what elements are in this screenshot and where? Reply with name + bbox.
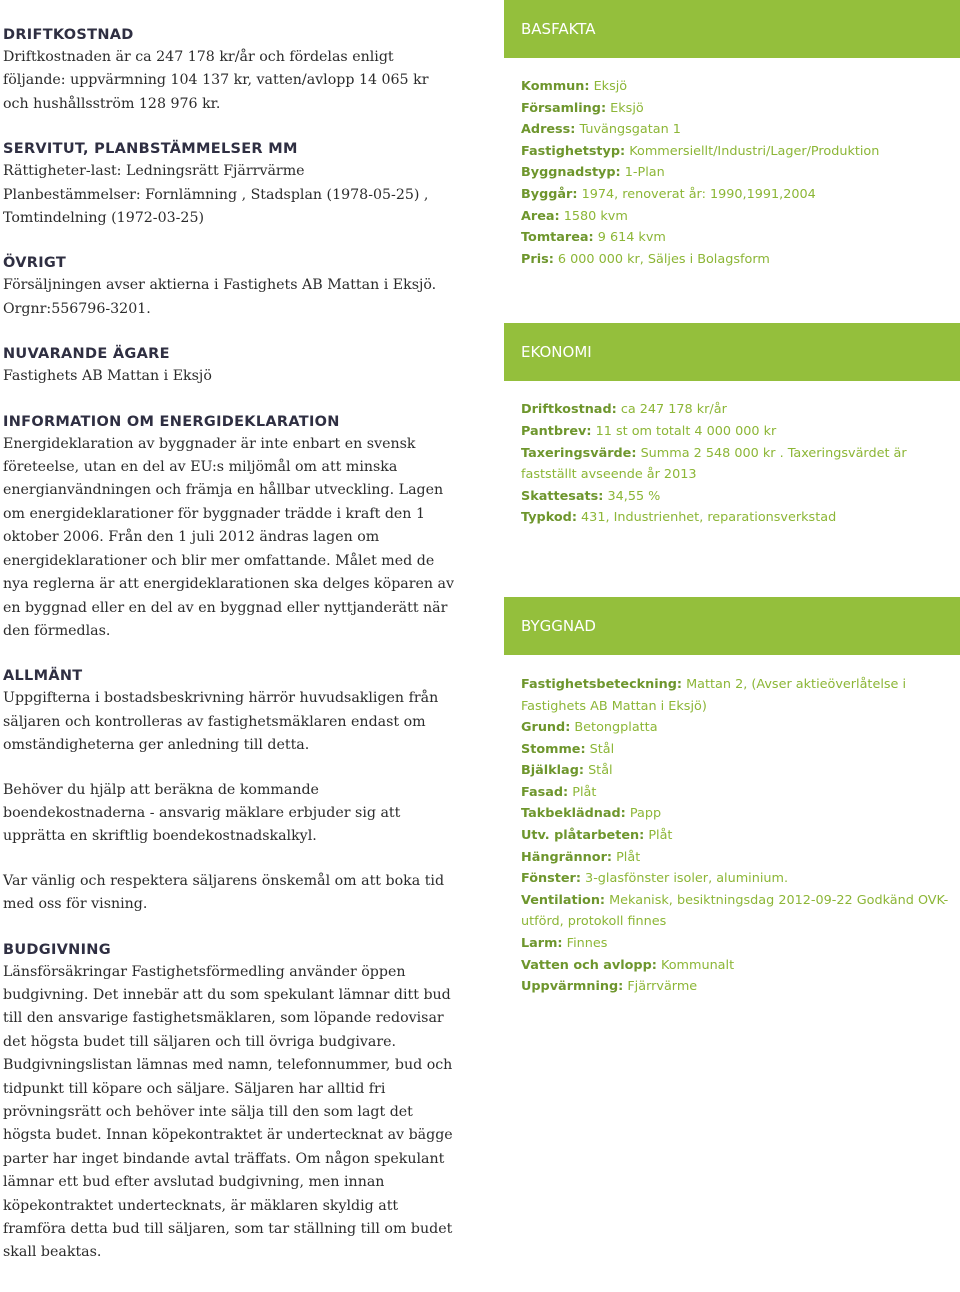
section-driftkostnad xyxy=(3,24,458,116)
fact-value: Summa 2 548 000 kr . Taxeringsvärdet är fastställt avseende år 2013 xyxy=(521,445,907,483)
fact-value: Plåt xyxy=(572,784,597,800)
fact-value: Eksjö xyxy=(593,79,628,94)
section-ovrigt xyxy=(3,252,458,321)
fact-value: Kommersiellt/Industri/Lager/Produktion xyxy=(629,143,880,159)
fact-label: Uppvärmning: xyxy=(521,979,624,995)
fact-item xyxy=(521,739,950,761)
section-heading: ÖVRIGT xyxy=(3,255,67,272)
fact-item xyxy=(521,825,950,847)
section-energideklaration xyxy=(3,411,458,644)
fact-item xyxy=(521,933,950,955)
fact-item xyxy=(521,717,950,739)
fact-value: Kommunalt xyxy=(660,957,735,973)
section-text: Energideklaration av byggnader är inte enbart en svensk företeelse, utan en del av EU:s miljömål om att minska energianvändningen och främja en hållbar utveckling. Lagen om energideklarationer för byggnader trädde i kraft den 1 oktober 2006. Från den 1 juli 2012 ändras lagen om energideklarationer och blir mer omfattande. Målet med de nya reglerna är att energideklarationen ska delges köparen av en byggnad eller en del av en byggnad eller nyttjanderätt när den förmedlas. xyxy=(3,435,455,639)
fact-label: Församling: xyxy=(521,100,607,116)
fact-item xyxy=(521,98,950,120)
fact-item xyxy=(521,847,950,869)
fact-item xyxy=(521,399,950,421)
fact-label: Fastighetsbeteckning: xyxy=(521,676,683,692)
right-column xyxy=(504,0,960,998)
fact-label: Typkod: xyxy=(521,510,577,526)
section-budgivning xyxy=(3,939,458,1265)
section-heading: SERVITUT, PLANBSTÄMMELSER MM xyxy=(3,141,298,158)
fact-label: Kommun: xyxy=(521,79,590,94)
fact-value: 6 000 000 kr, Säljes i Bolagsform xyxy=(557,251,770,267)
fact-label: Hängrännor: xyxy=(521,849,613,865)
fact-value: Papp xyxy=(629,806,662,822)
fact-value: 34,55 % xyxy=(607,488,661,504)
fact-item xyxy=(521,76,950,98)
section-text-line: Planbestämmelser: Fornlämning , Stadsplan (1978-05-25) , xyxy=(3,186,429,203)
fact-value: 1-Plan xyxy=(624,165,665,181)
fact-label: Byggnadstyp: xyxy=(521,165,621,181)
fact-item xyxy=(521,803,950,825)
fact-item xyxy=(521,890,950,933)
basfakta-box xyxy=(504,0,960,270)
fact-item xyxy=(521,955,950,977)
fact-value: 9 614 kvm xyxy=(597,230,666,246)
fact-item xyxy=(521,976,950,998)
section-text: Länsförsäkringar Fastighetsförmedling använder öppen budgivning. Det innebär att du som spekulant lämnar ditt bud till den ansvarige fastighetsmäklaren, som löpande redovisar det högsta budet till säljaren och till övriga budgivare. Budgivningslistan lämnas med namn, telefonnummer, bud och tidpunkt till köpare och säljare. Säljaren har alltid fri prövningsrätt och behöver inte sälja till den som lagt det högsta budet. Innan köpekontraktet är undertecknat av bägge parter har inget bindande avtal träffats. Om någon spekulant lämnar ett bud efter avslutad budgivning, men innan köpekontraktet undertecknats, är mäklaren skyldig att framföra detta bud till säljaren, som tar ställning till om budet skall beaktas. xyxy=(3,963,453,1261)
fact-label: Adress: xyxy=(521,122,576,138)
fact-item xyxy=(521,141,950,163)
left-column xyxy=(3,24,458,1287)
section-paragraph: Var vänlig och respektera säljarens önskemål om att boka tid med oss för visning. xyxy=(3,872,445,913)
section-agare xyxy=(3,343,458,388)
fact-label: Taxeringsvärde: xyxy=(521,445,637,461)
section-heading: INFORMATION OM ENERGIDEKLARATION xyxy=(3,413,340,430)
fact-label: Bjälklag: xyxy=(521,763,584,779)
fact-item xyxy=(521,206,950,228)
fact-label: Pris: xyxy=(521,251,554,267)
fact-item xyxy=(521,184,950,206)
ekonomi-list xyxy=(504,399,960,529)
fact-value: Eksjö xyxy=(610,100,644,116)
fact-value: Mekanisk, besiktningsdag 2012-09-22 Godkänd OVK-utförd, protokoll finnes xyxy=(521,892,949,930)
section-text-line: Försäljningen avser aktierna i Fastighets AB Mattan i Eksjö. xyxy=(3,277,437,294)
fact-label: Pantbrev: xyxy=(521,423,592,439)
section-paragraph: Uppgifterna i bostadsbeskrivning härrör huvudsakligen från säljaren och kontrolleras av fastighetsmäklaren endast om omständigheterna ger anledning till detta. xyxy=(3,690,439,754)
fact-item xyxy=(521,227,950,249)
fact-value: 11 st om totalt 4 000 000 kr xyxy=(595,423,777,439)
fact-value: Finnes xyxy=(566,936,608,952)
fact-label: Tomtarea: xyxy=(521,230,594,246)
section-heading: BUDGIVNING xyxy=(3,941,111,958)
section-text-line: Orgnr:556796-3201. xyxy=(3,300,151,317)
section-heading: DRIFTKOSTNAD xyxy=(3,27,134,43)
fact-label: Takbeklädnad: xyxy=(521,806,626,822)
fact-value: 1580 kvm xyxy=(563,208,628,224)
fact-label: Utv. plåtarbeten: xyxy=(521,828,645,844)
section-paragraph: Behöver du hjälp att beräkna de kommande boendekostnaderna - ansvarig mäklare erbjuder sig att upprätta en skriftlig boendekostnadskalkyl. xyxy=(3,781,401,845)
section-heading: ALLMÄNT xyxy=(3,668,83,685)
basfakta-header: BASFAKTA xyxy=(504,0,960,58)
section-text-line: Rättigheter-last: Ledningsrätt Fjärrvärme xyxy=(3,163,305,180)
fact-item xyxy=(521,674,950,717)
byggnad-list xyxy=(504,674,960,998)
ekonomi-box xyxy=(504,323,960,529)
fact-value: Stål xyxy=(589,741,615,757)
fact-item xyxy=(521,760,950,782)
fact-label: Stomme: xyxy=(521,741,586,757)
fact-label: Skattesats: xyxy=(521,488,604,504)
fact-value: 3-glasfönster isoler, aluminium. xyxy=(585,871,789,887)
section-heading: NUVARANDE ÄGARE xyxy=(3,346,170,363)
section-text: Driftkostnaden är ca 247 178 kr/år och fördelas enligt följande: uppvärmning 104 137 kr, vatten/avlopp 14 065 kr och hushållsström 128 976 kr. xyxy=(3,49,429,112)
fact-item xyxy=(521,119,950,141)
fact-value: 431, Industrienhet, reparationsverkstad xyxy=(581,510,837,526)
fact-value: ca 247 178 kr/år xyxy=(620,402,727,418)
fact-item xyxy=(521,443,950,486)
fact-item xyxy=(521,868,950,890)
fact-label: Vatten och avlopp: xyxy=(521,957,657,973)
fact-item xyxy=(521,486,950,508)
basfakta-list xyxy=(504,76,960,270)
fact-value: Plåt xyxy=(648,828,673,844)
section-text: Fastighets AB Mattan i Eksjö xyxy=(3,368,212,385)
fact-value: Mattan 2, (Avser aktieöverlåtelse i Fastighets AB Mattan i Eksjö) xyxy=(521,676,907,714)
fact-item xyxy=(521,421,950,443)
fact-item xyxy=(521,162,950,184)
section-allmant xyxy=(3,665,458,916)
section-text-line: Tomtindelning (1972-03-25) xyxy=(3,210,205,227)
fact-label: Driftkostnad: xyxy=(521,402,617,418)
fact-item xyxy=(521,507,950,529)
fact-label: Ventilation: xyxy=(521,892,606,908)
fact-value: Tuvängsgatan 1 xyxy=(579,122,681,138)
fact-label: Area: xyxy=(521,208,560,224)
fact-value: Fjärrvärme xyxy=(627,979,698,995)
fact-label: Fönster: xyxy=(521,871,581,887)
fact-item xyxy=(521,782,950,804)
fact-label: Grund: xyxy=(521,720,571,736)
byggnad-header: BYGGNAD xyxy=(504,597,960,655)
fact-value: Plåt xyxy=(616,849,641,865)
fact-label: Byggår: xyxy=(521,186,578,202)
byggnad-box xyxy=(504,597,960,998)
fact-label: Fasad: xyxy=(521,784,569,800)
fact-value: Stål xyxy=(588,763,613,779)
section-servitut xyxy=(3,138,458,230)
fact-label: Larm: xyxy=(521,936,563,952)
ekonomi-header: EKONOMI xyxy=(504,323,960,381)
fact-value: 1974, renoverat år: 1990,1991,2004 xyxy=(581,186,816,202)
fact-label: Fastighetstyp: xyxy=(521,143,626,159)
fact-value: Betongplatta xyxy=(574,720,658,736)
fact-item xyxy=(521,249,950,271)
